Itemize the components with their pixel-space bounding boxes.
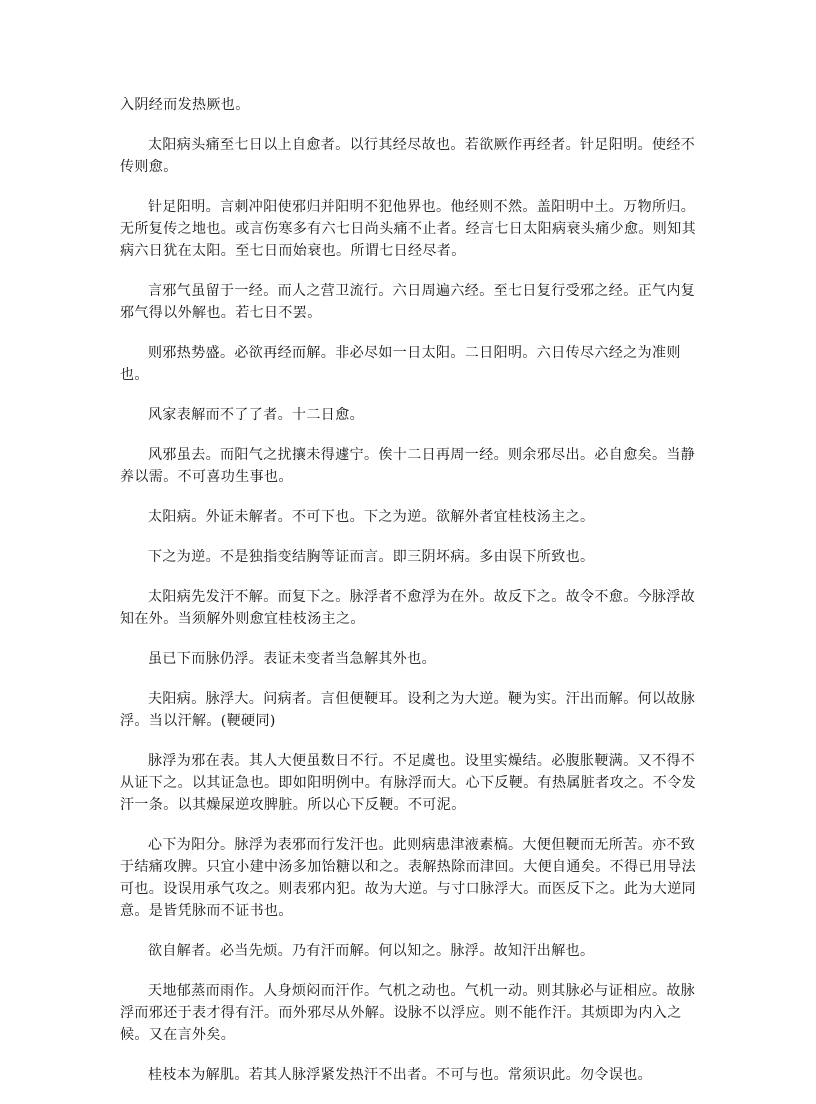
paragraph-13: 脉浮为邪在表。其人大便虽数日不行。不足虞也。设里实燥结。必腹胀鞕满。又不得不从证下之。以其证急也。即如阳明例中。有脉浮而大。心下反鞕。有热属脏者攻之。不令发汗一条。以其燥屎逆攻脾脏。所以心下反鞕。不可泥。 <box>120 753 696 813</box>
document-page <box>120 94 700 1104</box>
paragraph-17: 桂枝本为解肌。若其人脉浮紧发热汗不出者。不可与也。常须识此。勿令误也。 <box>148 1067 652 1083</box>
paragraph-16: 天地郁蒸而雨作。人身烦闷而汗作。气机之动也。气机一动。则其脉必与证相应。故脉浮而邪还于表才得有汗。而外邪尽从外解。设脉不以浮应。则不能作汗。其烦即为内入之候。又在言外矣。 <box>120 983 696 1043</box>
paragraph-4: 言邪气虽留于一经。而人之营卫流行。六日周遍六经。至七日复行受邪之经。正气内复邪气得以外解也。若七日不罢。 <box>120 283 696 321</box>
paragraph-9: 下之为逆。不是独指变结胸等证而言。即三阴坏病。多由误下所致也。 <box>148 549 595 565</box>
paragraph-1: 入阴经而发热厥也。 <box>120 97 250 113</box>
paragraph-12: 夫阳病。脉浮大。问病者。言但便鞕耳。设利之为大逆。鞕为实。汗出而解。何以故脉浮。当以汗解。(鞕硬同) <box>120 691 696 729</box>
paragraph-11: 虽已下而脉仍浮。表证未变者当急解其外也。 <box>148 651 436 667</box>
paragraph-14: 心下为阳分。脉浮为表邪而行发汗也。此则病患津液素槁。大便但鞕而无所苦。亦不致于结痛攻脾。只宜小建中汤多加饴糖以和之。表解热除而津回。大便自通矣。不得已用导法可也。设误用承气攻之。则表邪内犯。故为大逆。与寸口脉浮大。而医反下之。此为大逆同意。是皆凭脉而不证书也。 <box>120 837 696 919</box>
paragraph-3: 针足阳明。言刺冲阳使邪归并阳明不犯他界也。他经则不然。盖阳明中土。万物所归。无所复传之地也。或言伤寒多有六七日尚头痛不止者。经言七日太阳病衰头痛少愈。则知其病六日犹在太阳。至七日而始衰也。所谓七日经尽者。 <box>120 199 696 259</box>
paragraph-15: 欲自解者。必当先烦。乃有汗而解。何以知之。脉浮。故知汗出解也。 <box>148 943 595 959</box>
paragraph-6: 风家表解而不了了者。十二日愈。 <box>148 407 364 423</box>
paragraph-7: 风邪虽去。而阳气之扰攘未得遽宁。俟十二日再周一经。则余邪尽出。必自愈矣。当静养以需。不可喜功生事也。 <box>120 447 696 485</box>
paragraph-2: 太阳病头痛至七日以上自愈者。以行其经尽故也。若欲厥作再经者。针足阳明。使经不传则愈。 <box>120 137 696 175</box>
paragraph-5: 则邪热势盛。必欲再经而解。非必尽如一日太阳。二日阳明。六日传尽六经之为准则也。 <box>120 345 681 383</box>
paragraph-10: 太阳病先发汗不解。而复下之。脉浮者不愈浮为在外。故反下之。故令不愈。今脉浮故知在外。当须解外则愈宜桂枝汤主之。 <box>120 589 696 627</box>
paragraph-8: 太阳病。外证未解者。不可下也。下之为逆。欲解外者宜桂枝汤主之。 <box>148 509 595 525</box>
